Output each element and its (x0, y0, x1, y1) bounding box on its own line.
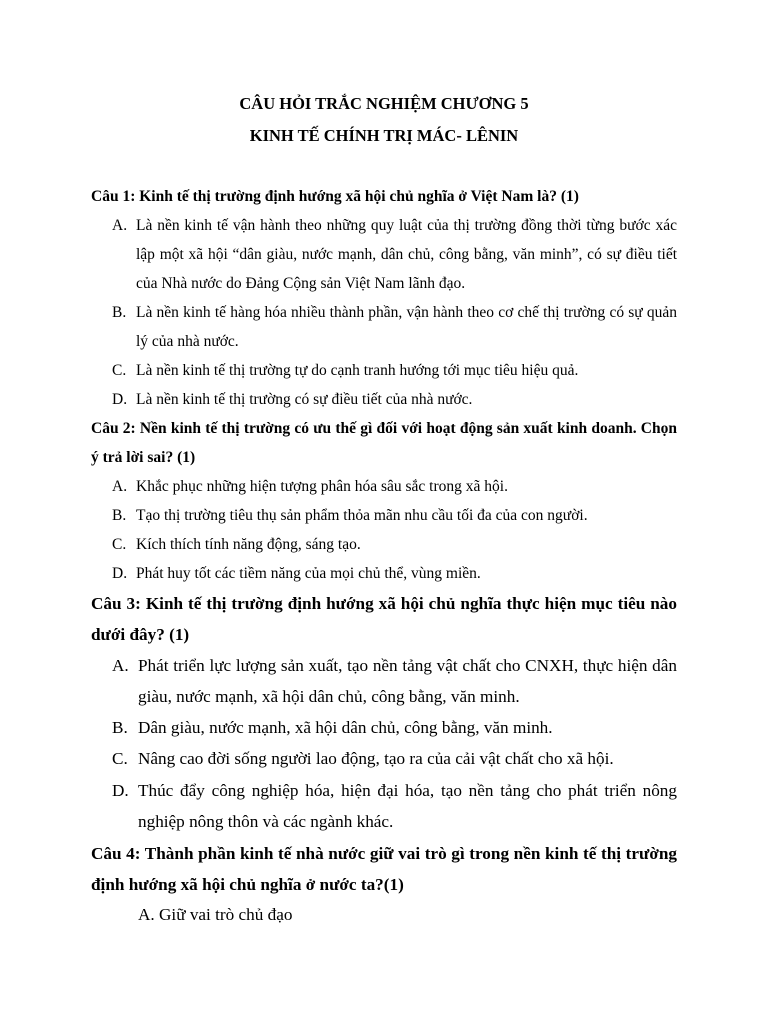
option-text: Là nền kinh tế thị trường tự do cạnh tranh hướng tới mục tiêu hiệu quả. (136, 362, 579, 379)
question-1-option-a (112, 211, 677, 298)
option-text: Thúc đẩy công nghiệp hóa, hiện đại hóa, tạo nền tảng cho phát triển nông nghiệp nông thôn và các ngành khác. (138, 781, 677, 831)
option-letter: A. (112, 656, 129, 675)
question-2-option-c (112, 530, 677, 559)
question-4: Câu 4: Thành phần kinh tế nhà nước giữ vai trò gì trong nền kinh tế thị trường định hướng xã hội chủ nghĩa ở nước ta?(1) (91, 844, 677, 894)
option-letter: A. (112, 478, 128, 495)
question-3-option-b (112, 712, 677, 743)
question-2-option-b (112, 501, 677, 530)
question-3: Câu 3: Kinh tế thị trường định hướng xã hội chủ nghĩa thực hiện mục tiêu nào dưới đây? (1) (91, 594, 677, 644)
question-2: Câu 2: Nền kinh tế thị trường có ưu thế gì đối với hoạt động sản xuất kinh doanh. Chọn ý trả lời sai? (1) (91, 420, 677, 466)
option-letter: C. (112, 749, 128, 768)
option-letter: D. (112, 391, 128, 408)
option-letter: D. (112, 781, 129, 800)
option-letter: C. (112, 362, 127, 379)
option-letter: A. (138, 905, 155, 924)
document-subtitle: KINH TẾ CHÍNH TRỊ MÁC- LÊNIN (249, 126, 519, 145)
question-4-option-a (112, 899, 677, 930)
option-letter: B. (112, 718, 128, 737)
option-text: Dân giàu, nước mạnh, xã hội dân chủ, công bằng, văn minh. (138, 718, 553, 737)
option-text: Là nền kinh tế hàng hóa nhiều thành phần, vận hành theo cơ chế thị trường có sự quản lý của nhà nước. (136, 304, 677, 350)
option-text: Là nền kinh tế vận hành theo những quy luật của thị trường đồng thời từng bước xác lập một xã hội “dân giàu, nước mạnh, dân chủ, công bằng, văn minh”, có sự điều tiết của Nhà nước do Đảng Cộng sản Việt Nam lãnh đạo. (136, 217, 677, 292)
question-1-option-b (112, 298, 677, 356)
option-text: Khắc phục những hiện tượng phân hóa sâu sắc trong xã hội. (136, 478, 508, 495)
option-letter: A. (112, 217, 128, 234)
document-title: CÂU HỎI TRẮC NGHIỆM CHƯƠNG 5 (239, 94, 529, 113)
option-letter: B. (112, 507, 127, 524)
option-letter: C. (112, 536, 127, 553)
question-3-option-c (112, 743, 677, 774)
question-2-option-d (112, 559, 677, 588)
question-1-option-d (112, 385, 677, 414)
option-text: Nâng cao đời sống người lao động, tạo ra của cải vật chất cho xã hội. (138, 749, 614, 768)
option-label: Giữ vai trò chủ đạo (159, 905, 293, 924)
option-text: Kích thích tính năng động, sáng tạo. (136, 536, 361, 553)
option-letter: B. (112, 304, 127, 321)
option-text: Phát triển lực lượng sản xuất, tạo nền tảng vật chất cho CNXH, thực hiện dân giàu, nước mạnh, xã hội dân chủ, công bằng, văn minh. (138, 656, 677, 706)
question-1-option-c (112, 356, 677, 385)
option-letter: D. (112, 565, 128, 582)
option-text: Tạo thị trường tiêu thụ sản phẩm thỏa mãn nhu cầu tối đa của con người. (136, 507, 588, 524)
question-1: Câu 1: Kinh tế thị trường định hướng xã hội chủ nghĩa ở Việt Nam là? (1) (91, 188, 579, 205)
question-3-option-d (112, 775, 677, 837)
option-text: Là nền kinh tế thị trường có sự điều tiết của nhà nước. (136, 391, 473, 408)
option-text (138, 899, 677, 930)
question-3-option-a (112, 650, 677, 712)
question-2-option-a (112, 472, 677, 501)
option-text: Phát huy tốt các tiềm năng của mọi chủ thể, vùng miền. (136, 565, 481, 582)
